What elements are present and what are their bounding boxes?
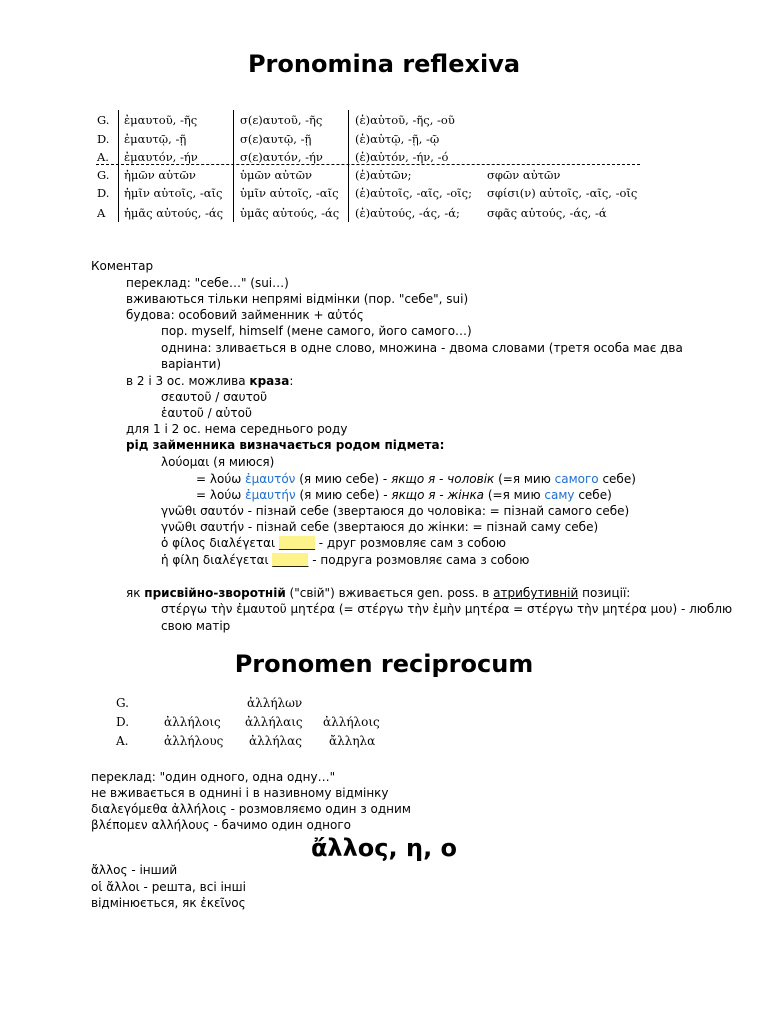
note-line: не вживається в однині і в називному відмінку bbox=[91, 786, 389, 800]
comment-line: γνῶθι σαυτήν - пізнай себе (звертаюся до жінки: = пізнай саму себе) bbox=[161, 520, 599, 534]
italic-term: якщо я - чоловік bbox=[391, 472, 495, 486]
table-divider bbox=[233, 110, 234, 222]
table-cell: ἀλλήλας bbox=[249, 734, 302, 748]
table-cell: ἐμαυτῷ, -ῇ bbox=[124, 132, 187, 146]
underlined-term: атрибутивній bbox=[493, 586, 579, 600]
table-cell: (ἑ)αὑτοῖς, -αῖς, -οῖς; bbox=[355, 186, 472, 200]
table-cell: ἀλλήλων bbox=[247, 696, 303, 710]
comment-line: переклад: "себе…" (sui…) bbox=[126, 276, 289, 290]
note-line: відмінюється, як ἐκεῖνος bbox=[91, 896, 246, 910]
comment-line: σεαυτοῦ / σαυτοῦ bbox=[161, 390, 268, 404]
table-cell: ἄλληλα bbox=[329, 734, 376, 748]
text-span: ἡ φίλη διαλέγεται bbox=[161, 553, 273, 567]
blank-field: ______ bbox=[278, 536, 315, 550]
case-label: G. bbox=[116, 696, 129, 710]
comment-line bbox=[161, 535, 506, 552]
comment-line: варіанти) bbox=[161, 357, 222, 371]
case-label: G. bbox=[97, 113, 110, 127]
text-span: як bbox=[126, 586, 145, 600]
table-cell: (ἑ)αὑτῶν; bbox=[355, 168, 412, 182]
section-title: Pronomen reciprocum bbox=[234, 650, 534, 678]
table-cell: σφίσι(ν) αὐτοῖς, -αῖς, -οῖς bbox=[487, 186, 638, 200]
case-label: D. bbox=[97, 132, 110, 146]
text-span: в 2 і 3 ос. можлива bbox=[126, 374, 250, 388]
case-label: A bbox=[97, 206, 106, 220]
text-span: (=я мию bbox=[484, 488, 545, 502]
comment-line: рід займенника визначається родом підмета: bbox=[126, 438, 445, 452]
comment-line bbox=[196, 471, 636, 488]
comment-line bbox=[196, 487, 612, 504]
comment-line: свою матір bbox=[161, 619, 231, 633]
case-label: D. bbox=[116, 715, 130, 729]
comment-line: γνῶθι σαυτόν - пізнай себе (звертаюся до чоловіка: = пізнай самого себе) bbox=[161, 504, 630, 518]
text-span: позиції: bbox=[578, 586, 631, 600]
comment-line: однина: зливається в одне слово, множина - двома словами (третя особа має два bbox=[161, 341, 683, 355]
table-cell: σφῶν αὐτῶν bbox=[487, 168, 561, 182]
text-span: = λούω bbox=[196, 472, 246, 486]
comment-line: ἑαυτοῦ / αὑτοῦ bbox=[161, 406, 252, 420]
table-divider bbox=[348, 110, 349, 222]
table-divider bbox=[118, 110, 119, 222]
table-cell: (ἑ)αὑτούς, -άς, -ά; bbox=[355, 206, 460, 220]
table-cell: ἐμαυτοῦ, -ῆς bbox=[124, 113, 198, 127]
text-span: (я мию себе) - bbox=[295, 472, 392, 486]
highlight-term: ἐμαυτήν bbox=[245, 488, 296, 502]
table-cell: ἡμῖν αὐτοῖς, -αῖς bbox=[124, 186, 223, 200]
table-cell: σ(ε)αυτόν, -ήν bbox=[240, 150, 323, 164]
text-span: себе) bbox=[574, 488, 612, 502]
text-span: (=я мию bbox=[494, 472, 555, 486]
text-span: ("свій") вживається gen. poss. в bbox=[285, 586, 494, 600]
text-span: : bbox=[289, 374, 294, 388]
table-cell: ὑμῶν αὐτῶν bbox=[240, 168, 312, 182]
table-cell: σ(ε)αυτοῦ, -ῆς bbox=[240, 113, 323, 127]
comment-line: для 1 і 2 ос. нема середнього роду bbox=[126, 422, 348, 436]
comment-line: будова: особовий займенник + αὐτός bbox=[126, 308, 364, 322]
comment-line: вживаються тільки непрямі відмінки (пор. "себе", sui) bbox=[126, 292, 469, 306]
table-cell: ἡμᾶς αὐτούς, -άς bbox=[124, 206, 224, 220]
table-cell: (ἑ)αὑτῷ, -ῇ, -ῷ bbox=[355, 132, 440, 146]
table-cell: ἐμαυτόν, -ήν bbox=[124, 150, 198, 164]
italic-term: якщо я - жінка bbox=[391, 488, 485, 502]
bold-term: присвійно-зворотній bbox=[144, 586, 286, 600]
table-cell: ἀλλήλοις bbox=[164, 715, 221, 729]
case-label: G. bbox=[97, 168, 110, 182]
comment-line: пор. myself, himself (мене самого, його самого…) bbox=[161, 324, 472, 338]
table-cell: ὑμᾶς αὐτούς, -άς bbox=[240, 206, 340, 220]
table-cell: ἀλλήλους bbox=[164, 734, 224, 748]
section-title: ἄλλος, η, ο bbox=[310, 834, 458, 862]
comment-line bbox=[161, 552, 529, 569]
note-line: διαλεγόμεθα ἀλλήλοις - розмовляємо один з одним bbox=[91, 802, 411, 816]
highlight-term: самого bbox=[554, 472, 599, 486]
table-cell: ἀλλήλαις bbox=[245, 715, 303, 729]
note-line: οἱ ἄλλοι - решта, всі інші bbox=[91, 880, 246, 894]
case-label: A. bbox=[97, 150, 109, 164]
blank-field: ______ bbox=[272, 553, 309, 567]
comment-heading: Коментар bbox=[91, 259, 154, 273]
text-span: ὁ φίλος διαλέγεται bbox=[161, 536, 279, 550]
text-span: - друг розмовляє сам з собою bbox=[314, 536, 506, 550]
comment-line: στέργω τὴν ἐμαυτοῦ μητέρα (= στέργω τὴν ἐμὴν μητέρα = στέργω τὴν μητέρα μου) - люблю bbox=[161, 602, 733, 616]
table-cell: ὑμῖν αὐτοῖς, -αῖς bbox=[240, 186, 339, 200]
reflexive-table bbox=[0, 0, 768, 230]
comment-line bbox=[126, 585, 630, 602]
case-label: A. bbox=[116, 734, 129, 748]
page-title: Pronomina reflexiva bbox=[247, 50, 521, 78]
text-span: - подруга розмовляє сама з собою bbox=[308, 553, 530, 567]
table-cell: (ἑ)αὑτοῦ, -ῆς, -οῦ bbox=[355, 113, 455, 127]
bold-term: краза bbox=[249, 374, 290, 388]
case-label: D. bbox=[97, 186, 110, 200]
highlight-term: саму bbox=[544, 488, 575, 502]
table-cell: ἡμῶν αὐτῶν bbox=[124, 168, 196, 182]
table-cell: σφᾶς αὐτούς, -άς, -ά bbox=[487, 206, 607, 220]
table-cell: (ἑ)αὑτόν, -ήν, -ό bbox=[355, 150, 449, 164]
comment-line: λούομαι (я миюся) bbox=[161, 455, 275, 469]
table-cell: σ(ε)αυτῷ, -ῇ bbox=[240, 132, 312, 146]
note-line: βλέπομεν αλλήλους - бачимо один одного bbox=[91, 818, 351, 832]
text-span: = λούω bbox=[196, 488, 246, 502]
text-span: себе) bbox=[598, 472, 636, 486]
note-line: ἄλλος - інший bbox=[91, 863, 178, 877]
note-line: переклад: "один одного, одна одну…" bbox=[91, 770, 336, 784]
table-cell: ἀλλήλοις bbox=[323, 715, 380, 729]
text-span: (я мию себе) - bbox=[295, 488, 392, 502]
highlight-term: ἐμαυτόν bbox=[245, 472, 296, 486]
comment-line bbox=[126, 373, 293, 390]
